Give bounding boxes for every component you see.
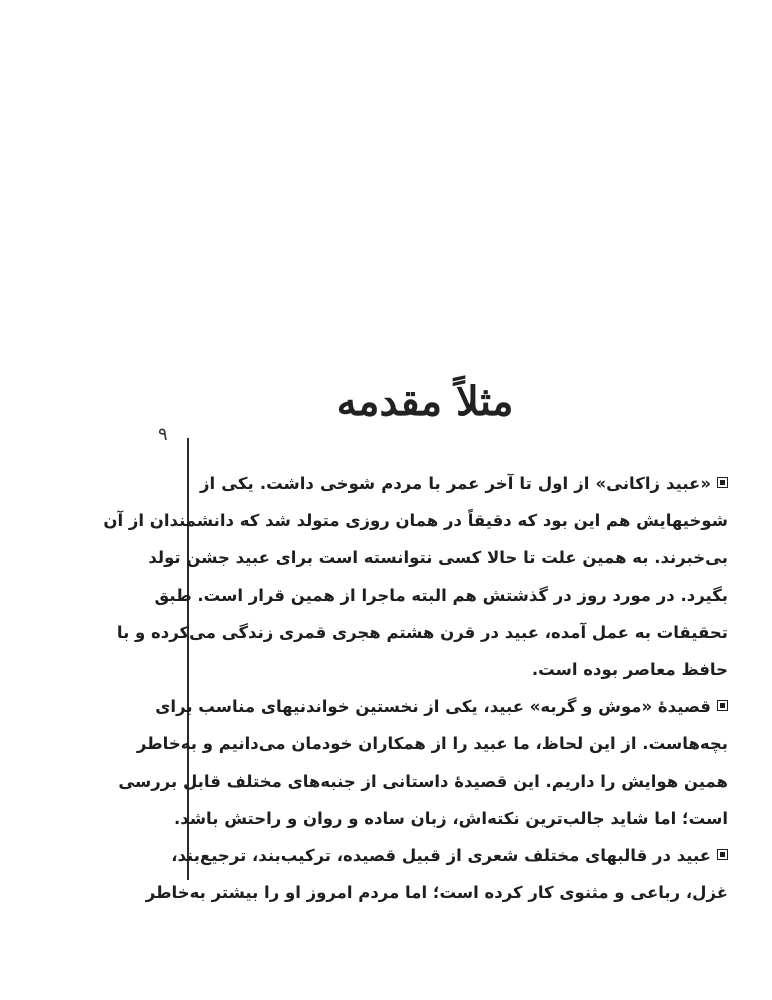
paragraph-2 [118,688,728,837]
body-text [103,465,728,911]
paragraph-3 [145,837,728,911]
square-bullet-icon [717,849,728,860]
text-line [200,465,728,502]
line-text: عبید در قالبهای مختلف شعری از قبیل قصیده، ترکیب‌بند، ترجیع‌بند، [171,845,711,865]
text-line: بچه‌هاست. از این لحاظ، ما عبید را از همکاران خودمان می‌دانیم و به‌خاطر [136,734,728,754]
text-line: حافظ معاصر بوده است. [531,659,728,679]
line-text: «عبید زاکانی» از اول تا آخر عمر با مردم شوخی داشت. یکی از [200,474,711,493]
text-line: بی‌خبرند. به همین علت تا حالا کسی نتوانسته است برای عبید جشن تولد [148,548,728,568]
text-line: غزل، رباعی و مثنوی کار کرده است؛ اما مردم امروز او را بیشتر به‌خاطر [145,883,728,903]
text-line [171,837,728,874]
text-line: شوخیهایش هم این بود که دقیقاً در همان روزی متولد شد که دانشمندان از آن [103,511,728,531]
text-line: تحقیقات به عمل آمده، عبید در قرن هشتم هجری قمری زندگی می‌کرده و با [116,622,728,642]
line-text: قصیدهٔ «موش و گربه» عبید، یکی از نخستین خواندنیهای مناسب برای [155,697,711,717]
text-line: همین هوایش را داریم. این قصیدهٔ داستانی از جنبه‌های مختلف قابل بررسی [118,771,728,791]
text-line: است؛ اما شاید جالب‌ترین نکته‌اش، زبان ساده و روان و راحتش باشد. [174,808,728,828]
paragraph-1 [103,465,728,688]
text-line [155,688,728,725]
square-bullet-icon [717,700,728,711]
chapter-title: مثلاً مقدمه [336,378,514,425]
page-number: ۹ [158,424,168,445]
text-line: بگیرد. در مورد روز در گذشتش هم البته ماجرا از همین قرار است. طبق [154,585,728,605]
square-bullet-icon [717,477,728,488]
